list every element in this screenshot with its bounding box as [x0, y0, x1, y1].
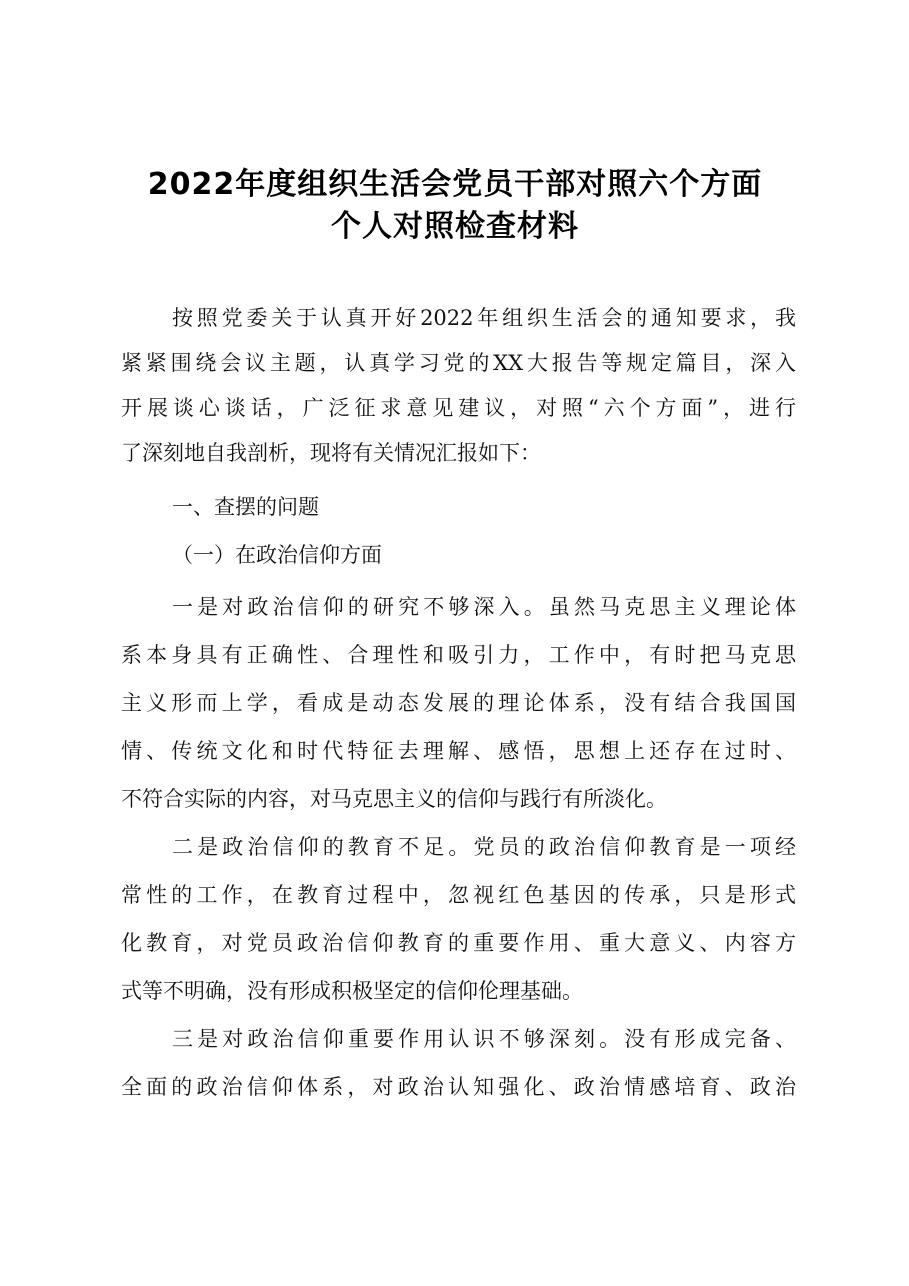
intro-line-4: 了深刻地自我剖析，现将有关情况汇报如下：	[121, 441, 541, 465]
paragraph-two-line-1: 二是政治信仰的教育不足。党员的政治信仰教育是一项经	[172, 835, 796, 859]
paragraph-three-line-2: 全面的政治信仰体系，对政治认知强化、政治情感培育、政治	[121, 1075, 796, 1099]
intro-line-2: 紧紧围绕会议主题，认真学习党的XX大报告等规定篇目，深入	[121, 351, 796, 375]
subsection-heading: （一）在政治信仰方面	[172, 543, 382, 567]
paragraph-one-line-1: 一是对政治信仰的研究不够深入。虽然马克思主义理论体	[172, 595, 796, 619]
paragraph-two-line-3: 化教育，对党员政治信仰教育的重要作用、重大意义、内容方	[121, 931, 796, 955]
intro-line-1: 按照党委关于认真开好2022年组织生活会的通知要求，我	[172, 306, 796, 330]
paragraph-two-line-2: 常性的工作，在教育过程中，忽视红色基因的传承，只是形式	[121, 883, 796, 907]
section-heading: 一、查摆的问题	[172, 495, 319, 519]
document-title-line-1: 2022年度组织生活会党员干部对照六个方面	[147, 167, 763, 202]
paragraph-one-line-4: 情、传统文化和时代特征去理解、感悟，思想上还存在过时、	[121, 739, 796, 763]
paragraph-three-line-1: 三是对政治信仰重要作用认识不够深刻。没有形成完备、	[172, 1027, 796, 1051]
paragraph-two-line-4: 式等不明确，没有形成积极坚定的信仰伦理基础。	[121, 979, 583, 1003]
intro-line-3: 开展谈心谈话，广泛征求意见建议，对照“六个方面”，进行	[121, 396, 796, 420]
paragraph-one-line-5: 不符合实际的内容，对马克思主义的信仰与践行有所淡化。	[121, 787, 667, 811]
document-title-line-2: 个人对照检查材料	[331, 209, 579, 244]
paragraph-one-line-3: 主义形而上学，看成是动态发展的理论体系，没有结合我国国	[121, 691, 796, 715]
paragraph-one-line-2: 系本身具有正确性、合理性和吸引力，工作中，有时把马克思	[121, 643, 796, 667]
